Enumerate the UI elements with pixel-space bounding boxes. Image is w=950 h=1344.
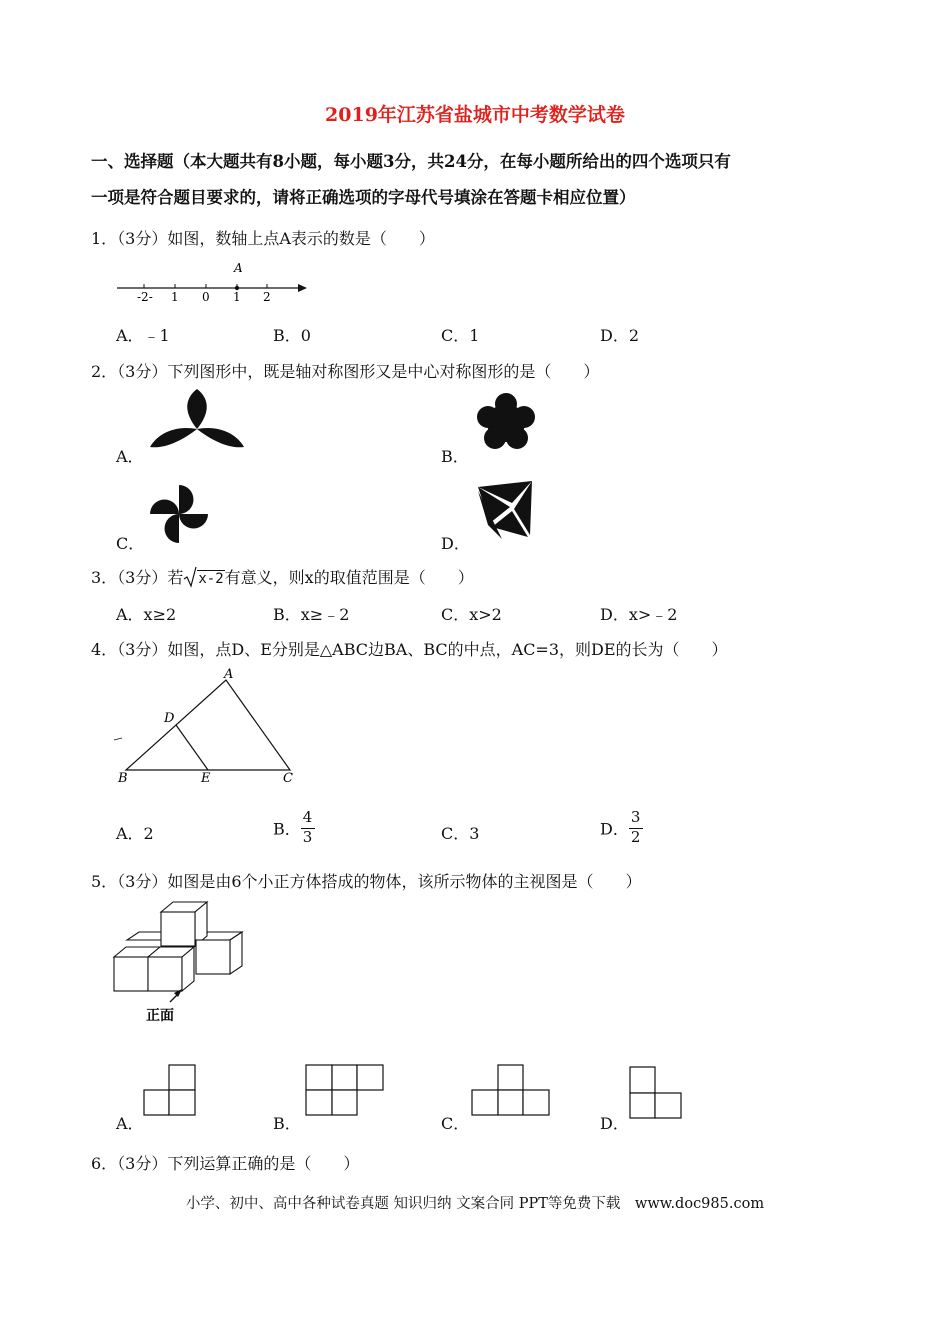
q3-prefix: 3．（3分）若 — [91, 568, 184, 587]
flower-figure — [476, 393, 536, 453]
q4-option-d-letter: D． — [600, 819, 629, 839]
triangle-abc — [126, 680, 290, 770]
front-view-d-figure — [629, 1066, 685, 1120]
axis-label: 1 — [171, 290, 179, 304]
q4-option-d[interactable] — [600, 808, 643, 848]
tangram-square-figure — [474, 479, 536, 543]
axis-label: 1 — [233, 290, 241, 304]
section-heading-line2: 一项是符合题目要求的，请将正确选项的字母代号填涂在答题卡相应位置） — [91, 188, 636, 207]
fraction-denominator: 2 — [630, 828, 641, 846]
page-footer: 小学、初中、高中各种试卷真题 知识归纳 文案合同 PPT等免费下载 www.doc985.com — [185, 1196, 765, 1212]
three-leaf-figure — [150, 389, 244, 455]
front-view-a-figure — [143, 1064, 199, 1118]
q1-option-a[interactable]: A．﹣1 — [116, 326, 170, 345]
point-d-label: D — [164, 711, 175, 726]
point-e-label: E — [201, 771, 211, 786]
fraction-three-halves — [629, 808, 643, 848]
axis-label: 0 — [202, 290, 210, 304]
front-view-b-figure — [305, 1064, 387, 1118]
q1-option-d[interactable]: D．2 — [600, 326, 640, 345]
radical-sign-icon — [183, 566, 197, 588]
fraction-numerator: 4 — [302, 808, 313, 826]
q4-option-b-letter: B． — [273, 819, 301, 839]
radicand: x-2 — [198, 571, 224, 587]
question-2-text: 2．（3分）下列图形中，既是轴对称图形又是中心对称图形的是（ ） — [91, 362, 600, 381]
q3-option-a[interactable]: A．x≥2 — [116, 605, 177, 624]
q5-option-a[interactable]: A． — [116, 1114, 144, 1133]
cube-stack-figure — [112, 898, 248, 1024]
fraction-denominator: 3 — [302, 828, 313, 846]
q3-option-b[interactable]: B．x≥﹣2 — [273, 605, 350, 624]
front-view-label: 正面 — [146, 1008, 174, 1024]
q2-option-c[interactable]: C． — [116, 534, 145, 553]
question-3-text — [91, 565, 474, 588]
triangle-figure — [114, 664, 304, 788]
front-view-c-figure — [471, 1064, 553, 1118]
point-a-label: A — [234, 261, 243, 275]
q2-option-b[interactable]: B． — [441, 447, 469, 466]
question-5-text: 5．（3分）如图是由6个小正方体搭成的物体，该所示物体的主视图是（ ） — [91, 872, 642, 891]
q4-option-a[interactable]: A．2 — [116, 824, 154, 843]
question-4-text: 4．（3分）如图，点D、E分别是△ABC边BA、BC的中点，AC=3，则DE的长为（ ） — [91, 640, 728, 659]
vertex-c-label: C — [283, 771, 293, 786]
axis-label: 2 — [263, 290, 271, 304]
q3-option-c[interactable]: C．x>2 — [441, 605, 502, 624]
q4-option-c[interactable]: C．3 — [441, 824, 480, 843]
fraction-four-thirds — [301, 808, 315, 848]
vertex-a-label: A — [224, 667, 234, 682]
q5-option-b[interactable]: B． — [273, 1114, 301, 1133]
q5-option-d[interactable]: D． — [600, 1114, 629, 1133]
section-heading — [91, 144, 871, 216]
guide-mark — [114, 738, 122, 740]
question-1-text: 1．（3分）如图，数轴上点A表示的数是（ ） — [91, 229, 435, 248]
pinwheel-figure — [148, 483, 210, 545]
q4-option-b[interactable] — [273, 808, 315, 848]
q3-option-d[interactable]: D．x>﹣2 — [600, 605, 678, 624]
number-line-arrow — [298, 284, 307, 292]
segment-de — [176, 725, 208, 770]
number-line-figure — [112, 258, 312, 304]
axis-label: -2- — [137, 290, 153, 304]
question-6-text: 6．（3分）下列运算正确的是（ ） — [91, 1154, 360, 1173]
square-root — [183, 566, 224, 588]
q3-suffix: 有意义，则x的取值范围是（ ） — [224, 568, 474, 587]
q5-option-c[interactable]: C． — [441, 1114, 470, 1133]
q2-option-a[interactable]: A． — [116, 447, 144, 466]
q1-option-c[interactable]: C．1 — [441, 326, 480, 345]
fraction-numerator: 3 — [630, 808, 641, 826]
q2-option-d[interactable]: D． — [441, 534, 470, 553]
section-heading-line1: 一、选择题（本大题共有8小题，每小题3分，共24分，在每小题所给出的四个选项只有 — [91, 152, 731, 171]
vertex-b-label: B — [118, 771, 128, 786]
q1-option-b[interactable]: B．0 — [273, 326, 311, 345]
page-title: 2019年江苏省盐城市中考数学试卷 — [325, 104, 625, 126]
